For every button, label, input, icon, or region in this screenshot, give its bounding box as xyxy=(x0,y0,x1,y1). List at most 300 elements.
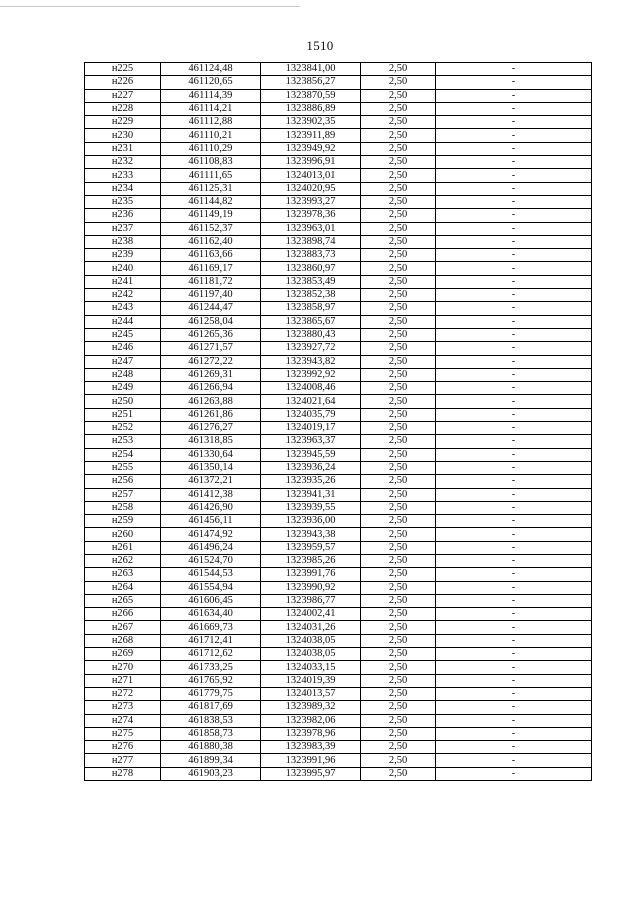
note-cell: - xyxy=(436,355,592,368)
accuracy-cell: 2,50 xyxy=(361,63,436,76)
x-coordinate-cell: 461163,66 xyxy=(161,249,261,262)
accuracy-cell: 2,50 xyxy=(361,222,436,235)
accuracy-cell: 2,50 xyxy=(361,102,436,115)
y-coordinate-cell: 1323992,92 xyxy=(261,368,361,381)
y-coordinate-cell: 1324035,79 xyxy=(261,408,361,421)
y-coordinate-cell: 1323935,26 xyxy=(261,475,361,488)
point-id-cell: н228 xyxy=(85,102,161,115)
table-row xyxy=(85,581,592,594)
x-coordinate-cell: 461456,11 xyxy=(161,515,261,528)
table-row xyxy=(85,102,592,115)
y-coordinate-cell: 1323852,38 xyxy=(261,289,361,302)
note-cell: - xyxy=(436,554,592,567)
y-coordinate-cell: 1324033,15 xyxy=(261,661,361,674)
y-coordinate-cell: 1324002,41 xyxy=(261,608,361,621)
y-coordinate-cell: 1323995,97 xyxy=(261,767,361,780)
accuracy-cell: 2,50 xyxy=(361,554,436,567)
y-coordinate-cell: 1323902,35 xyxy=(261,116,361,129)
x-coordinate-cell: 461162,40 xyxy=(161,235,261,248)
y-coordinate-cell: 1324019,17 xyxy=(261,422,361,435)
y-coordinate-cell: 1323939,55 xyxy=(261,501,361,514)
note-cell: - xyxy=(436,262,592,275)
point-id-cell: н243 xyxy=(85,302,161,315)
note-cell: - xyxy=(436,195,592,208)
y-coordinate-cell: 1323911,89 xyxy=(261,129,361,142)
note-cell: - xyxy=(436,661,592,674)
point-id-cell: н271 xyxy=(85,674,161,687)
point-id-cell: н268 xyxy=(85,634,161,647)
x-coordinate-cell: 461112,88 xyxy=(161,116,261,129)
note-cell: - xyxy=(436,528,592,541)
y-coordinate-cell: 1324013,01 xyxy=(261,169,361,182)
accuracy-cell: 2,50 xyxy=(361,461,436,474)
y-coordinate-cell: 1323949,92 xyxy=(261,142,361,155)
note-cell: - xyxy=(436,581,592,594)
table-row xyxy=(85,435,592,448)
table-row xyxy=(85,701,592,714)
table-row xyxy=(85,541,592,554)
accuracy-cell: 2,50 xyxy=(361,687,436,700)
table-row xyxy=(85,714,592,727)
note-cell: - xyxy=(436,116,592,129)
x-coordinate-cell: 461606,45 xyxy=(161,594,261,607)
x-coordinate-cell: 461426,90 xyxy=(161,501,261,514)
point-id-cell: н257 xyxy=(85,488,161,501)
accuracy-cell: 2,50 xyxy=(361,129,436,142)
note-cell: - xyxy=(436,289,592,302)
y-coordinate-cell: 1324020,95 xyxy=(261,182,361,195)
y-coordinate-cell: 1324038,05 xyxy=(261,648,361,661)
note-cell: - xyxy=(436,89,592,102)
note-cell: - xyxy=(436,76,592,89)
x-coordinate-cell: 461544,53 xyxy=(161,568,261,581)
x-coordinate-cell: 461669,73 xyxy=(161,621,261,634)
table-row xyxy=(85,315,592,328)
table-row xyxy=(85,621,592,634)
point-id-cell: н269 xyxy=(85,648,161,661)
x-coordinate-cell: 461110,21 xyxy=(161,129,261,142)
y-coordinate-cell: 1323883,73 xyxy=(261,249,361,262)
table-row xyxy=(85,661,592,674)
table-row xyxy=(85,754,592,767)
x-coordinate-cell: 461765,92 xyxy=(161,674,261,687)
x-coordinate-cell: 461258,04 xyxy=(161,315,261,328)
note-cell: - xyxy=(436,648,592,661)
table-row xyxy=(85,302,592,315)
x-coordinate-cell: 461412,38 xyxy=(161,488,261,501)
accuracy-cell: 2,50 xyxy=(361,395,436,408)
scan-edge-line xyxy=(0,6,300,7)
accuracy-cell: 2,50 xyxy=(361,488,436,501)
point-id-cell: н259 xyxy=(85,515,161,528)
table-row xyxy=(85,249,592,262)
y-coordinate-cell: 1323991,76 xyxy=(261,568,361,581)
point-id-cell: н265 xyxy=(85,594,161,607)
table-row xyxy=(85,475,592,488)
table-row xyxy=(85,727,592,740)
point-id-cell: н230 xyxy=(85,129,161,142)
point-id-cell: н276 xyxy=(85,741,161,754)
note-cell: - xyxy=(436,448,592,461)
table-row xyxy=(85,262,592,275)
accuracy-cell: 2,50 xyxy=(361,275,436,288)
table-row xyxy=(85,461,592,474)
accuracy-cell: 2,50 xyxy=(361,328,436,341)
point-id-cell: н247 xyxy=(85,355,161,368)
x-coordinate-cell: 461269,31 xyxy=(161,368,261,381)
accuracy-cell: 2,50 xyxy=(361,302,436,315)
accuracy-cell: 2,50 xyxy=(361,767,436,780)
point-id-cell: н238 xyxy=(85,235,161,248)
table-row xyxy=(85,368,592,381)
table-row xyxy=(85,222,592,235)
accuracy-cell: 2,50 xyxy=(361,182,436,195)
table-row xyxy=(85,142,592,155)
note-cell: - xyxy=(436,687,592,700)
y-coordinate-cell: 1323936,24 xyxy=(261,461,361,474)
y-coordinate-cell: 1323880,43 xyxy=(261,328,361,341)
x-coordinate-cell: 461276,27 xyxy=(161,422,261,435)
note-cell: - xyxy=(436,169,592,182)
page-number: 1510 xyxy=(306,38,334,53)
accuracy-cell: 2,50 xyxy=(361,754,436,767)
table-row xyxy=(85,169,592,182)
note-cell: - xyxy=(436,475,592,488)
point-id-cell: н225 xyxy=(85,63,161,76)
x-coordinate-cell: 461350,14 xyxy=(161,461,261,474)
table-row xyxy=(85,209,592,222)
point-id-cell: н246 xyxy=(85,342,161,355)
accuracy-cell: 2,50 xyxy=(361,714,436,727)
x-coordinate-cell: 461111,65 xyxy=(161,169,261,182)
note-cell: - xyxy=(436,568,592,581)
table-row xyxy=(85,674,592,687)
note-cell: - xyxy=(436,382,592,395)
note-cell: - xyxy=(436,674,592,687)
point-id-cell: н263 xyxy=(85,568,161,581)
accuracy-cell: 2,50 xyxy=(361,515,436,528)
point-id-cell: н256 xyxy=(85,475,161,488)
y-coordinate-cell: 1323941,31 xyxy=(261,488,361,501)
point-id-cell: н251 xyxy=(85,408,161,421)
point-id-cell: н253 xyxy=(85,435,161,448)
x-coordinate-cell: 461554,94 xyxy=(161,581,261,594)
x-coordinate-cell: 461169,17 xyxy=(161,262,261,275)
accuracy-cell: 2,50 xyxy=(361,541,436,554)
x-coordinate-cell: 461838,53 xyxy=(161,714,261,727)
note-cell: - xyxy=(436,541,592,554)
accuracy-cell: 2,50 xyxy=(361,76,436,89)
y-coordinate-cell: 1323841,00 xyxy=(261,63,361,76)
point-id-cell: н273 xyxy=(85,701,161,714)
accuracy-cell: 2,50 xyxy=(361,568,436,581)
point-id-cell: н237 xyxy=(85,222,161,235)
note-cell: - xyxy=(436,142,592,155)
accuracy-cell: 2,50 xyxy=(361,674,436,687)
table-row xyxy=(85,648,592,661)
point-id-cell: н255 xyxy=(85,461,161,474)
x-coordinate-cell: 461858,73 xyxy=(161,727,261,740)
note-cell: - xyxy=(436,342,592,355)
note-cell: - xyxy=(436,222,592,235)
point-id-cell: н262 xyxy=(85,554,161,567)
accuracy-cell: 2,50 xyxy=(361,249,436,262)
x-coordinate-cell: 461712,62 xyxy=(161,648,261,661)
y-coordinate-cell: 1324038,05 xyxy=(261,634,361,647)
x-coordinate-cell: 461496,24 xyxy=(161,541,261,554)
y-coordinate-cell: 1323860,97 xyxy=(261,262,361,275)
table-row xyxy=(85,741,592,754)
table-row xyxy=(85,767,592,780)
accuracy-cell: 2,50 xyxy=(361,608,436,621)
note-cell: - xyxy=(436,727,592,740)
x-coordinate-cell: 461120,65 xyxy=(161,76,261,89)
accuracy-cell: 2,50 xyxy=(361,142,436,155)
table-row xyxy=(85,608,592,621)
note-cell: - xyxy=(436,63,592,76)
accuracy-cell: 2,50 xyxy=(361,448,436,461)
y-coordinate-cell: 1323982,06 xyxy=(261,714,361,727)
table-row xyxy=(85,355,592,368)
note-cell: - xyxy=(436,315,592,328)
x-coordinate-cell: 461261,86 xyxy=(161,408,261,421)
note-cell: - xyxy=(436,714,592,727)
point-id-cell: н258 xyxy=(85,501,161,514)
accuracy-cell: 2,50 xyxy=(361,156,436,169)
x-coordinate-cell: 461779,75 xyxy=(161,687,261,700)
y-coordinate-cell: 1323943,82 xyxy=(261,355,361,368)
note-cell: - xyxy=(436,275,592,288)
note-cell: - xyxy=(436,408,592,421)
note-cell: - xyxy=(436,435,592,448)
y-coordinate-cell: 1323945,59 xyxy=(261,448,361,461)
x-coordinate-cell: 461899,34 xyxy=(161,754,261,767)
accuracy-cell: 2,50 xyxy=(361,475,436,488)
y-coordinate-cell: 1324013,57 xyxy=(261,687,361,700)
note-cell: - xyxy=(436,302,592,315)
x-coordinate-cell: 461903,23 xyxy=(161,767,261,780)
accuracy-cell: 2,50 xyxy=(361,727,436,740)
accuracy-cell: 2,50 xyxy=(361,169,436,182)
y-coordinate-cell: 1323898,74 xyxy=(261,235,361,248)
y-coordinate-cell: 1323996,91 xyxy=(261,156,361,169)
y-coordinate-cell: 1323978,96 xyxy=(261,727,361,740)
x-coordinate-cell: 461271,57 xyxy=(161,342,261,355)
table-row xyxy=(85,408,592,421)
accuracy-cell: 2,50 xyxy=(361,422,436,435)
accuracy-cell: 2,50 xyxy=(361,581,436,594)
y-coordinate-cell: 1323856,27 xyxy=(261,76,361,89)
y-coordinate-cell: 1324008,46 xyxy=(261,382,361,395)
point-id-cell: н227 xyxy=(85,89,161,102)
note-cell: - xyxy=(436,461,592,474)
y-coordinate-cell: 1323927,72 xyxy=(261,342,361,355)
point-id-cell: н236 xyxy=(85,209,161,222)
note-cell: - xyxy=(436,422,592,435)
note-cell: - xyxy=(436,129,592,142)
x-coordinate-cell: 461266,94 xyxy=(161,382,261,395)
note-cell: - xyxy=(436,249,592,262)
y-coordinate-cell: 1324031,26 xyxy=(261,621,361,634)
accuracy-cell: 2,50 xyxy=(361,116,436,129)
accuracy-cell: 2,50 xyxy=(361,648,436,661)
point-id-cell: н241 xyxy=(85,275,161,288)
y-coordinate-cell: 1324021,64 xyxy=(261,395,361,408)
accuracy-cell: 2,50 xyxy=(361,342,436,355)
x-coordinate-cell: 461152,37 xyxy=(161,222,261,235)
table-row xyxy=(85,235,592,248)
note-cell: - xyxy=(436,368,592,381)
accuracy-cell: 2,50 xyxy=(361,634,436,647)
note-cell: - xyxy=(436,102,592,115)
table-row xyxy=(85,554,592,567)
y-coordinate-cell: 1323983,39 xyxy=(261,741,361,754)
accuracy-cell: 2,50 xyxy=(361,235,436,248)
y-coordinate-cell: 1323936,00 xyxy=(261,515,361,528)
table-row xyxy=(85,195,592,208)
point-id-cell: н252 xyxy=(85,422,161,435)
table-row xyxy=(85,448,592,461)
note-cell: - xyxy=(436,235,592,248)
accuracy-cell: 2,50 xyxy=(361,501,436,514)
y-coordinate-cell: 1323990,92 xyxy=(261,581,361,594)
note-cell: - xyxy=(436,395,592,408)
x-coordinate-cell: 461265,36 xyxy=(161,328,261,341)
y-coordinate-cell: 1323978,36 xyxy=(261,209,361,222)
table-row xyxy=(85,156,592,169)
table-row xyxy=(85,501,592,514)
y-coordinate-cell: 1323943,38 xyxy=(261,528,361,541)
note-cell: - xyxy=(436,328,592,341)
point-id-cell: н261 xyxy=(85,541,161,554)
point-id-cell: н240 xyxy=(85,262,161,275)
table-row xyxy=(85,528,592,541)
accuracy-cell: 2,50 xyxy=(361,209,436,222)
x-coordinate-cell: 461733,25 xyxy=(161,661,261,674)
table-row xyxy=(85,76,592,89)
table-row xyxy=(85,182,592,195)
note-cell: - xyxy=(436,754,592,767)
point-id-cell: н254 xyxy=(85,448,161,461)
x-coordinate-cell: 461263,88 xyxy=(161,395,261,408)
accuracy-cell: 2,50 xyxy=(361,368,436,381)
point-id-cell: н277 xyxy=(85,754,161,767)
y-coordinate-cell: 1323870,59 xyxy=(261,89,361,102)
point-id-cell: н250 xyxy=(85,395,161,408)
note-cell: - xyxy=(436,608,592,621)
point-id-cell: н274 xyxy=(85,714,161,727)
y-coordinate-cell: 1323865,67 xyxy=(261,315,361,328)
point-id-cell: н272 xyxy=(85,687,161,700)
table-row xyxy=(85,116,592,129)
x-coordinate-cell: 461108,83 xyxy=(161,156,261,169)
x-coordinate-cell: 461634,40 xyxy=(161,608,261,621)
coordinates-table-body xyxy=(85,63,592,781)
coordinates-table xyxy=(84,62,592,781)
note-cell: - xyxy=(436,767,592,780)
point-id-cell: н231 xyxy=(85,142,161,155)
y-coordinate-cell: 1323993,27 xyxy=(261,195,361,208)
x-coordinate-cell: 461144,82 xyxy=(161,195,261,208)
table-row xyxy=(85,382,592,395)
table-row xyxy=(85,342,592,355)
accuracy-cell: 2,50 xyxy=(361,195,436,208)
table-row xyxy=(85,289,592,302)
point-id-cell: н242 xyxy=(85,289,161,302)
accuracy-cell: 2,50 xyxy=(361,661,436,674)
table-row xyxy=(85,89,592,102)
note-cell: - xyxy=(436,488,592,501)
x-coordinate-cell: 461880,38 xyxy=(161,741,261,754)
table-row xyxy=(85,568,592,581)
table-row xyxy=(85,395,592,408)
accuracy-cell: 2,50 xyxy=(361,701,436,714)
table-row xyxy=(85,63,592,76)
x-coordinate-cell: 461114,21 xyxy=(161,102,261,115)
y-coordinate-cell: 1323963,37 xyxy=(261,435,361,448)
y-coordinate-cell: 1323985,26 xyxy=(261,554,361,567)
x-coordinate-cell: 461524,70 xyxy=(161,554,261,567)
x-coordinate-cell: 461474,92 xyxy=(161,528,261,541)
x-coordinate-cell: 461272,22 xyxy=(161,355,261,368)
point-id-cell: н245 xyxy=(85,328,161,341)
accuracy-cell: 2,50 xyxy=(361,594,436,607)
point-id-cell: н249 xyxy=(85,382,161,395)
accuracy-cell: 2,50 xyxy=(361,262,436,275)
x-coordinate-cell: 461817,69 xyxy=(161,701,261,714)
accuracy-cell: 2,50 xyxy=(361,435,436,448)
note-cell: - xyxy=(436,156,592,169)
note-cell: - xyxy=(436,741,592,754)
y-coordinate-cell: 1323989,32 xyxy=(261,701,361,714)
note-cell: - xyxy=(436,634,592,647)
note-cell: - xyxy=(436,209,592,222)
x-coordinate-cell: 461330,64 xyxy=(161,448,261,461)
point-id-cell: н226 xyxy=(85,76,161,89)
table-row xyxy=(85,594,592,607)
accuracy-cell: 2,50 xyxy=(361,408,436,421)
accuracy-cell: 2,50 xyxy=(361,741,436,754)
note-cell: - xyxy=(436,515,592,528)
x-coordinate-cell: 461114,39 xyxy=(161,89,261,102)
x-coordinate-cell: 461125,31 xyxy=(161,182,261,195)
x-coordinate-cell: 461372,21 xyxy=(161,475,261,488)
x-coordinate-cell: 461712,41 xyxy=(161,634,261,647)
table-row xyxy=(85,634,592,647)
note-cell: - xyxy=(436,621,592,634)
point-id-cell: н266 xyxy=(85,608,161,621)
point-id-cell: н264 xyxy=(85,581,161,594)
accuracy-cell: 2,50 xyxy=(361,315,436,328)
x-coordinate-cell: 461149,19 xyxy=(161,209,261,222)
table-row xyxy=(85,275,592,288)
x-coordinate-cell: 461197,40 xyxy=(161,289,261,302)
note-cell: - xyxy=(436,501,592,514)
table-row xyxy=(85,515,592,528)
note-cell: - xyxy=(436,701,592,714)
x-coordinate-cell: 461318,85 xyxy=(161,435,261,448)
y-coordinate-cell: 1323858,97 xyxy=(261,302,361,315)
point-id-cell: н229 xyxy=(85,116,161,129)
table-row xyxy=(85,328,592,341)
point-id-cell: н278 xyxy=(85,767,161,780)
accuracy-cell: 2,50 xyxy=(361,89,436,102)
accuracy-cell: 2,50 xyxy=(361,355,436,368)
y-coordinate-cell: 1323886,89 xyxy=(261,102,361,115)
accuracy-cell: 2,50 xyxy=(361,621,436,634)
y-coordinate-cell: 1323963,01 xyxy=(261,222,361,235)
x-coordinate-cell: 461244,47 xyxy=(161,302,261,315)
